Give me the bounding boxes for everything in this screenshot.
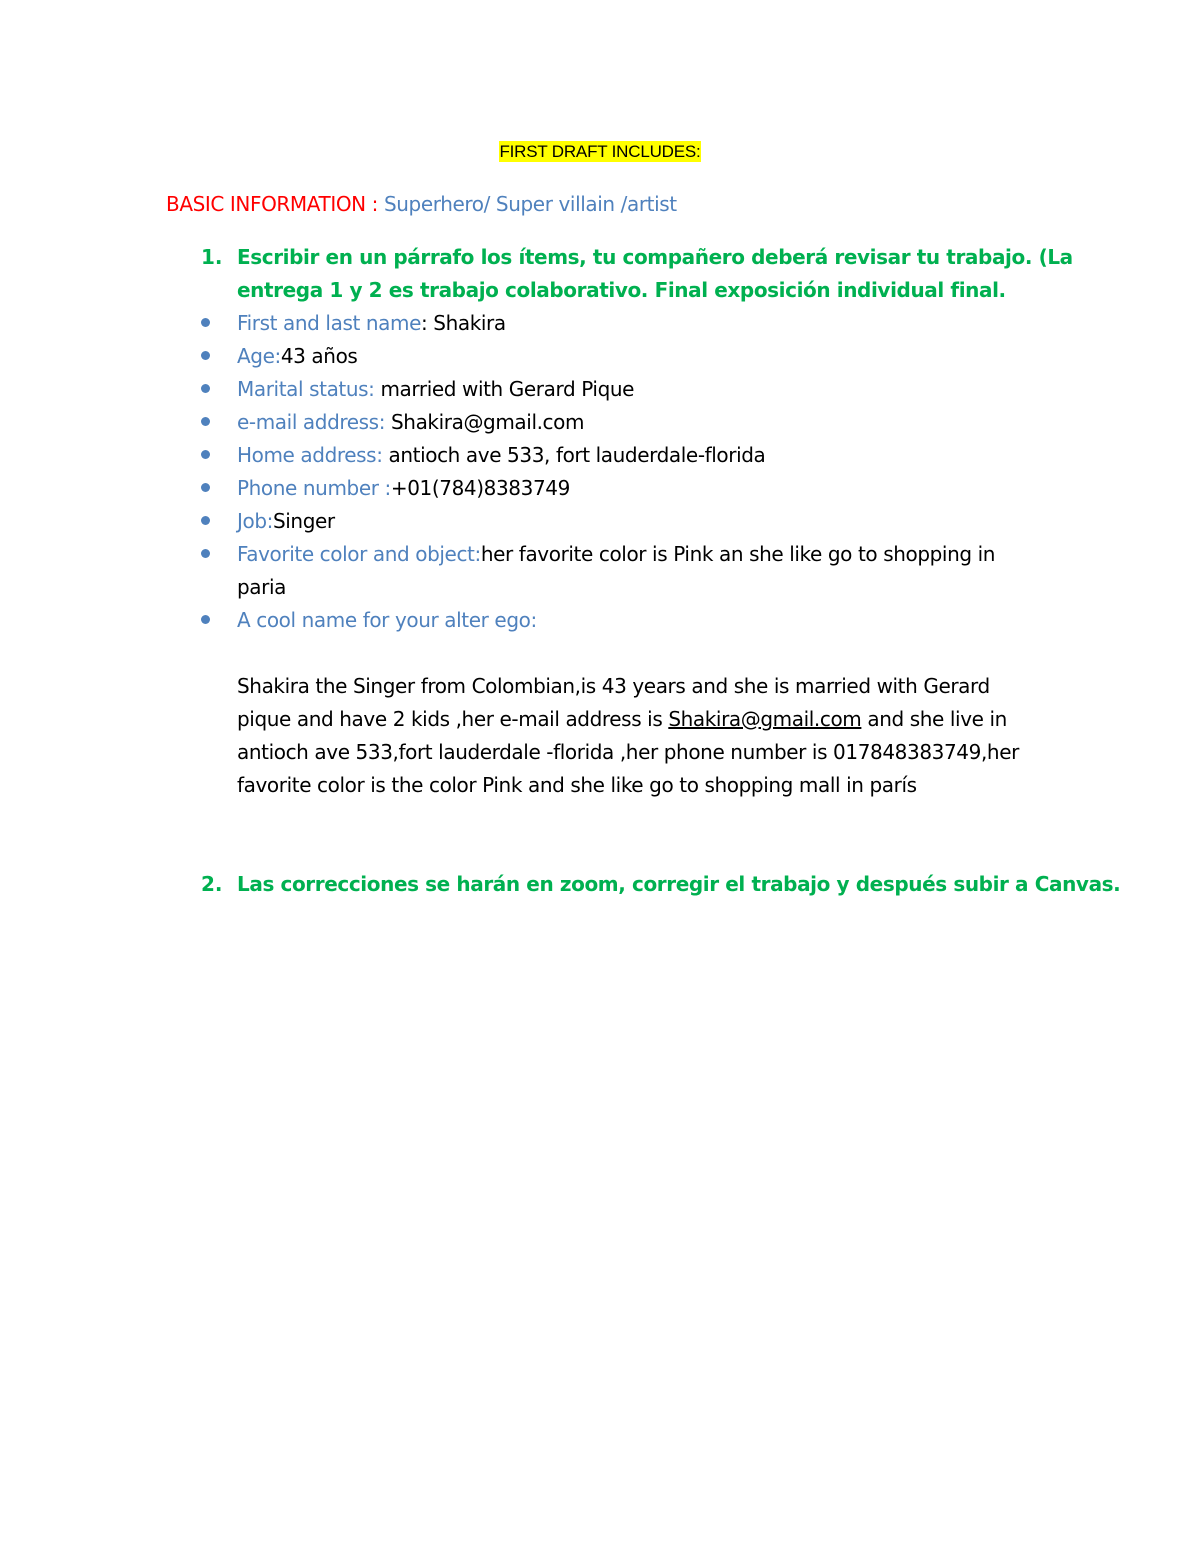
item-2-text: Las correcciones se harán en zoom, corregir el trabajo y después subir a Canvas. [237,872,1121,896]
field-age [237,344,357,368]
basic-information-label: BASIC INFORMATION : [166,192,379,216]
field-value: married with Gerard Pique [374,377,635,401]
paragraph-line-4: favorite color is the color Pink and she like go to shopping mall in parís [237,773,917,797]
bullet-icon [201,615,210,624]
document-title: FIRST DRAFT INCLUDES: [499,142,701,161]
field-value: 43 años [280,344,358,368]
field-separator: : [420,311,434,335]
field-job [237,509,335,533]
item-1-line-1: Escribir en un párrafo los ítems, tu compañero deberá revisar tu trabajo. (La [237,245,1073,269]
basic-information-value: Superhero/ Super villain /artist [378,192,677,216]
field-value: Shakira [433,311,506,335]
bullet-icon [201,450,210,459]
paragraph-line-3: antioch ave 533,fort lauderdale -florida ,her phone number is 017848383749,her [237,740,1019,764]
bullet-icon [201,351,210,360]
item-1-line-2: entrega 1 y 2 es trabajo colaborativo. Final exposición individual final. [237,278,1006,302]
paragraph-text: and she live in [861,707,1007,731]
field-value: antioch ave 533, fort lauderdale-florida [382,443,766,467]
field-value: +01(784)8383749 [390,476,570,500]
paragraph-line-1: Shakira the Singer from Colombian,is 43 years and she is married with Gerard [237,674,990,698]
field-label: Age: [237,344,281,368]
field-label: Marital status: [237,377,375,401]
item-1-number: 1. [201,245,223,269]
item-2-number: 2. [201,872,223,896]
field-alter-ego [237,608,537,632]
field-label: Favorite color and object: [237,542,481,566]
field-phone-number [237,476,570,500]
field-email [237,410,584,434]
title-block [0,142,1200,162]
field-marital-status [237,377,634,401]
bullet-icon [201,318,210,327]
field-home-address [237,443,765,467]
bullet-icon [201,516,210,525]
field-label: e-mail address: [237,410,386,434]
bullet-icon [201,417,210,426]
bullet-icon [201,384,210,393]
paragraph-line-2 [237,707,1007,731]
bullet-icon [201,483,210,492]
field-value: Singer [272,509,335,533]
field-value: her favorite color is Pink an she like go to shopping in [480,542,996,566]
field-label: Home address: [237,443,383,467]
field-value: Shakira@gmail.com [385,410,585,434]
field-label: First and last name [237,311,421,335]
field-label: Phone number : [237,476,391,500]
field-label: A cool name for your alter ego: [237,608,537,632]
field-favorite-color [237,542,995,566]
field-label: Job: [237,509,273,533]
email-link[interactable]: Shakira@gmail.com [668,707,862,731]
field-favorite-color-continued: paria [237,575,286,599]
bullet-icon [201,549,210,558]
basic-information-line [166,192,677,216]
field-first-last-name [237,311,506,335]
paragraph-text: pique and have 2 kids ,her e-mail address is [237,707,669,731]
